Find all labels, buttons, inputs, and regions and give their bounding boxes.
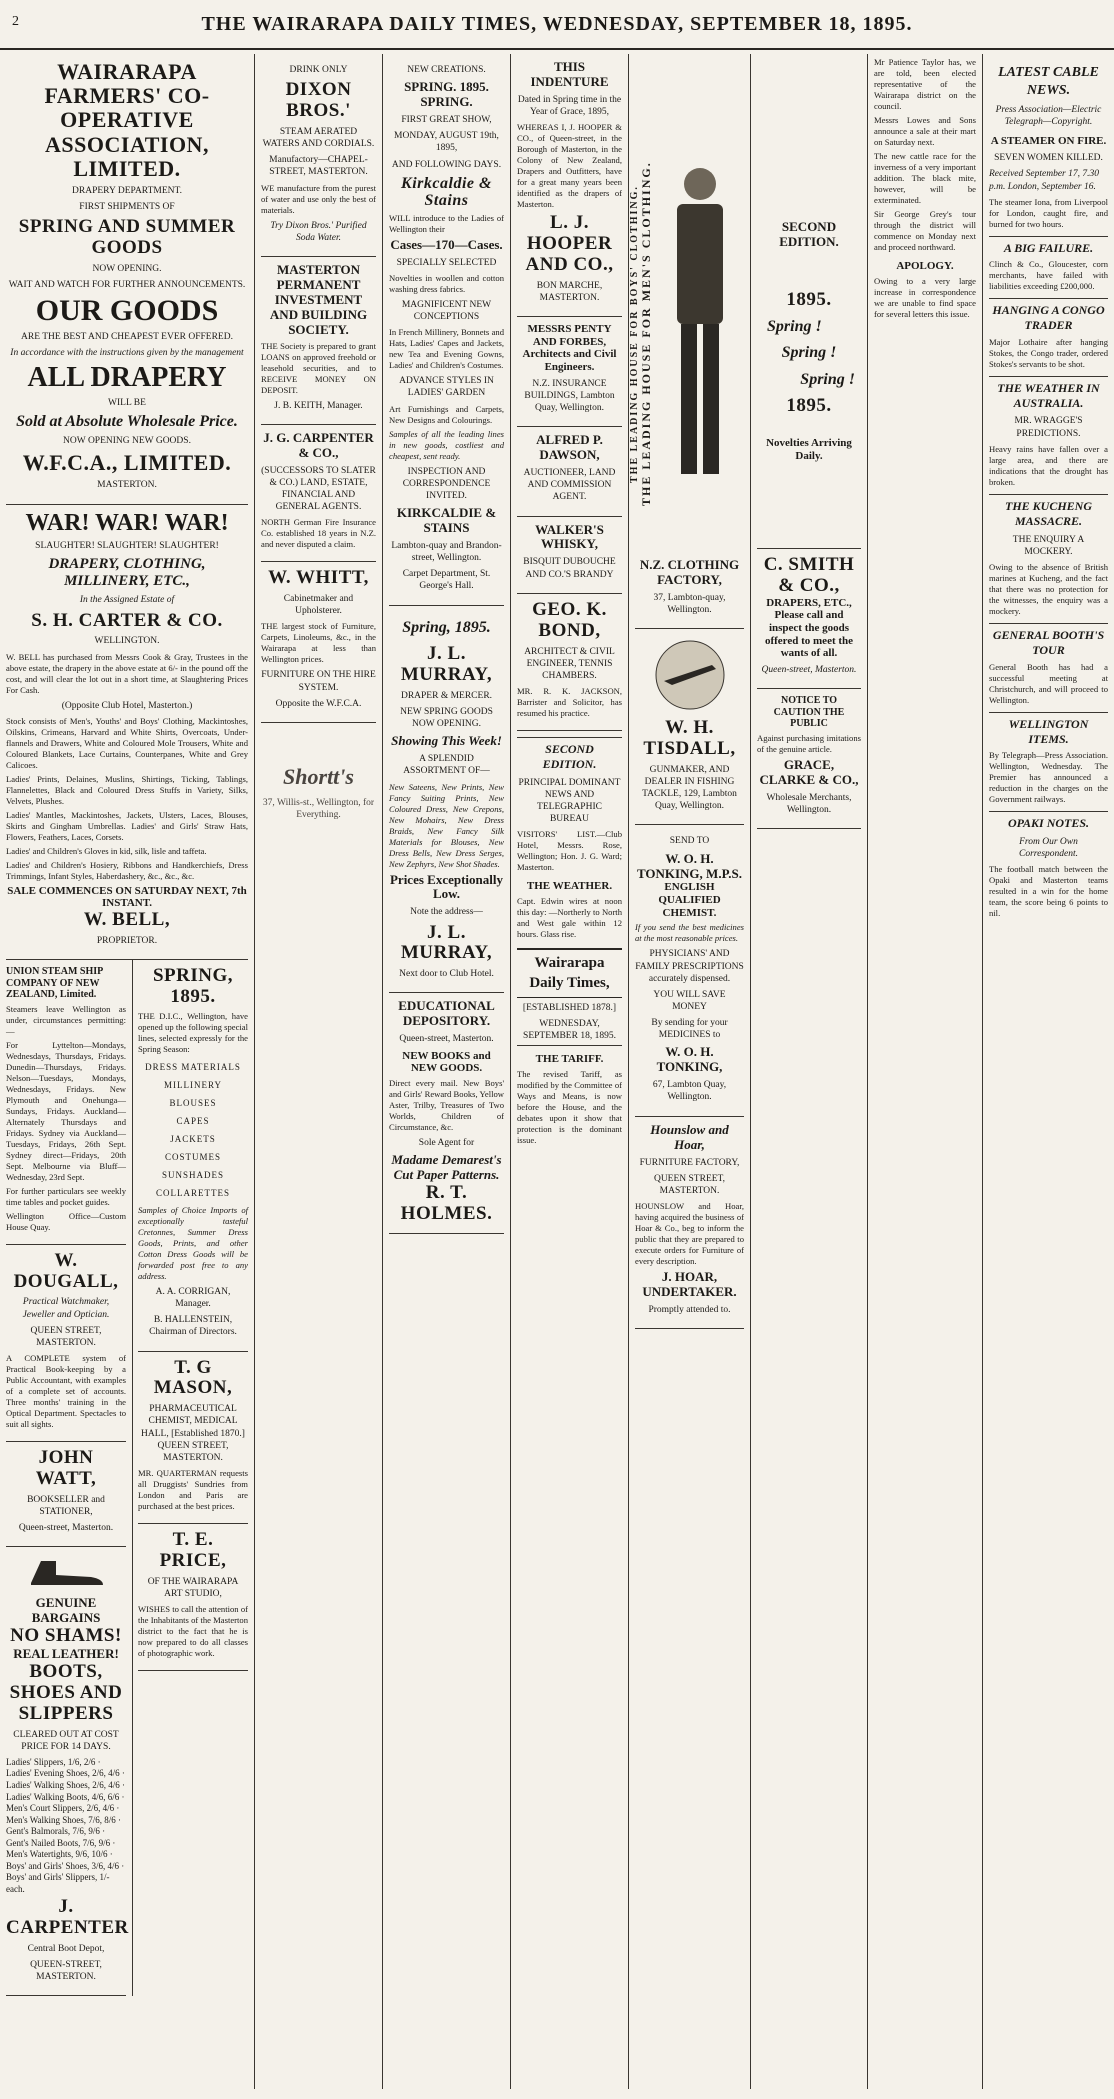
hoar-undertaker: J. HOAR, UNDERTAKER.: [642, 1268, 737, 1299]
hounslow-name: Hounslow and Hoar,: [650, 1121, 729, 1152]
failure-body: Clinch & Co., Gloucester, corn merchants, have failed with liabilities exceeding £200,000.: [989, 259, 1108, 292]
dougall-trade: Practical Watchmaker, Jeweller and Optician.: [22, 1297, 110, 1320]
col2-filler: [261, 763, 376, 821]
ladies-prints: Ladies' Prints, Delaines, Muslins, Shirtings, Ticking, Tablings, Flannelettes, Black and Coloured Dress Stuffs in Variety, Silks, Velvets, Plushes.: [6, 773, 248, 806]
wfca-limited: W.F.C.A., LIMITED.: [22, 450, 232, 476]
furnishings: Art Furnishings and Carpets, New Designs and Colourings.: [389, 403, 504, 425]
weather-heading: THE WEATHER.: [526, 880, 613, 893]
watt-trade: BOOKSELLER and STATIONER,: [27, 1494, 105, 1517]
steamer-body: The steamer Iona, from Liverpool for London, caught fire, and burned for two hours.: [989, 196, 1108, 229]
masthead-title: THE WAIRARAPA DAILY TIMES, WEDNESDAY, SEPTEMBER 18, 1895.: [201, 12, 913, 35]
daily-times-established: [ESTABLISHED 1878.]: [522, 1002, 617, 1013]
price-ad: [138, 1524, 248, 1671]
no-shams: NO SHAMS!: [10, 1625, 122, 1647]
col1-lower-right: [132, 960, 248, 1996]
cable-news-heading: LATEST CABLE NEWS.: [998, 65, 1099, 98]
carpenter-address: QUEEN-STREET, MASTERTON.: [30, 1960, 102, 1983]
boys-clothing-rotated: THE LEADING HOUSE FOR BOYS' CLOTHING.: [629, 185, 640, 483]
indenture-ad: [517, 54, 622, 317]
building-society-ad: [261, 257, 376, 425]
union-steamers: Steamers leave Wellington as under, circumstances permitting:—: [6, 1003, 126, 1036]
boot-illustration: [21, 1553, 111, 1593]
dawson-name: ALFRED P. DAWSON,: [536, 432, 603, 463]
millinery: In French Millinery, Bonnets and Hats, Ladies' Capes and Jackets, new Tea and Evening Gowns, Ladies' and Children's Costumes.: [389, 327, 504, 371]
mason-sub: PHARMACEUTICAL CHEMIST, MEDICAL HALL, [Established 1870.] QUEEN STREET, MASTERTON.: [141, 1404, 245, 1463]
gun-illustration: [650, 635, 730, 715]
dawson-ad: [517, 427, 622, 516]
masthead: [0, 0, 1114, 48]
murray-showing: Showing This Week!: [391, 733, 502, 749]
novelties: Novelties in woollen and cotton washing dress fabrics.: [389, 272, 504, 294]
cleared-out: CLEARED OUT AT COST PRICE FOR 14 DAYS.: [13, 1729, 119, 1752]
mockery-heading: THE ENQUIRY A MOCKERY.: [1012, 534, 1085, 557]
tisdall-ad: [635, 629, 744, 825]
caution-body: Against purchasing imitations of the genuine article.: [757, 732, 861, 754]
tonking-name: W. O. H. TONKING, M.P.S.: [636, 850, 743, 881]
telegrams-heading: PRINCIPAL DOMINANT NEWS AND TELEGRAPHIC BUREAU: [518, 777, 621, 825]
management-instructions: In accordance with the instructions given by the management: [10, 348, 244, 358]
shortt-address: 37, Willis-st., Wellington, for Everything.: [262, 798, 375, 821]
dixon-manufactory: Manufactory—CHAPEL-STREET, MASTERTON.: [269, 155, 368, 178]
murray-location: Next door to Club Hotel.: [399, 969, 494, 980]
spring-summer-goods: SPRING AND SUMMER GOODS: [18, 216, 236, 259]
genuine-bargains: GENUINE BARGAINS: [31, 1595, 101, 1626]
walkers-sub: BISQUIT DUBOUCHE AND CO.'S BRANDY: [523, 557, 616, 580]
dixon-body: WE manufacture from the purest of water and use only the best of materials.: [261, 182, 376, 215]
tonking-will-save: YOU WILL SAVE MONEY: [653, 989, 726, 1012]
murray-prices: Prices Exceptionally Low.: [389, 871, 503, 902]
weather-australia-heading: THE WEATHER IN AUSTRALIA.: [989, 376, 1108, 412]
kirkcaldie-name-2: KIRKCALDIE & STAINS: [396, 505, 497, 535]
caution-title: NOTICE TO CAUTION THE PUBLIC: [773, 695, 845, 730]
press-association: Press Association—Electric Telegraph—Copyright.: [995, 104, 1102, 127]
spring-text-a: Spring !: [767, 317, 822, 335]
dic-item: COLLARETTES: [156, 1187, 230, 1198]
stock-list: Stock consists of Men's, Youths' and Boys' Clothing, Mackintoshes, Oilskins, Crimeans, Harvard and White Shirts, Overcoats, Under-flannels and Drawers, White and Coloured Mole Trousers, White and Coloured Blankets, Lace Curtains, Counterpanes, White and Grey Calicoes.: [6, 715, 248, 770]
opaki-body: The football match between the Opaki and Masterton teams resulted in a win for the home team, the score being 6 points to nil.: [989, 863, 1108, 918]
dougall-address: QUEEN STREET, MASTERTON.: [30, 1325, 102, 1348]
all-drapery: ALL DRAPERY: [27, 362, 227, 394]
indenture-sub: Dated in Spring time in the Year of Grace, 1895,: [517, 94, 622, 118]
boots-shoes: BOOTS, SHOES AND SLIPPERS: [9, 1660, 123, 1724]
spring-text-c: Spring !: [800, 370, 855, 388]
column-5: [629, 54, 751, 2089]
wait-and-watch: WAIT AND WATCH FOR FURTHER ANNOUNCEMENTS.: [8, 280, 246, 291]
hooper-sub: BON MARCHE, MASTERTON.: [536, 280, 603, 304]
page-number: 2: [12, 14, 20, 29]
watt-name: JOHN WATT,: [35, 1447, 97, 1489]
carter-wellington: WELLINGTON.: [94, 636, 160, 647]
price-name: T. E. PRICE,: [159, 1529, 227, 1571]
apology-heading: APOLOGY.: [896, 260, 954, 272]
column-8: [983, 54, 1114, 2089]
tonking-name-2: W. O. H. TONKING,: [656, 1044, 723, 1075]
jackson-notice: MR. R. K. JACKSON, Barrister and Solicitor, has resumed his practice.: [517, 685, 622, 718]
bond-sub: ARCHITECT & CIVIL ENGINEER, TENNIS CHAMBERS.: [524, 646, 615, 681]
bell-proprietor: PROPRIETOR.: [96, 935, 158, 946]
clothing-factory-name: N.Z. CLOTHING FACTORY,: [639, 556, 740, 587]
society-title: MASTERTON PERMANENT INVESTMENT AND BUILDING SOCIETY.: [269, 261, 368, 337]
kirkcaldie-samples: Samples of all the leading lines in new goods, costliest and cheapest, sent ready.: [389, 428, 504, 461]
smith-year-2: 1895.: [786, 395, 832, 417]
wfca-masterton: MASTERTON.: [97, 480, 157, 491]
union-steam-title: UNION STEAM SHIP COMPANY OF NEW ZEALAND, Limited.: [6, 966, 103, 1001]
murray-splendid: A SPLENDID ASSORTMENT OF—: [403, 754, 490, 777]
advance-styles: ADVANCE STYLES IN LADIES' GARDEN: [399, 376, 494, 399]
dixon-name: DIXON BROS.': [285, 79, 352, 122]
dougall-name: W. DOUGALL,: [13, 1249, 119, 1292]
smith-street: Queen-street, Masterton.: [761, 664, 857, 675]
holmes-name: R. T. HOLMES.: [400, 1181, 493, 1224]
column-6: [751, 54, 868, 2089]
smith-drapers: DRAPERS, ETC.,: [766, 596, 852, 609]
whitt-ad: [261, 562, 376, 723]
carpenter-co-sub: (SUCCESSORS TO SLATER & CO.) LAND, ESTATE, FINANCIAL AND GENERAL AGENTS.: [261, 465, 376, 513]
following-days: AND FOLLOWING DAYS.: [391, 159, 502, 170]
murray-ad: [389, 606, 504, 994]
london-dateline: Received September 17, 7.30 p.m. London, September 16.: [989, 169, 1099, 192]
news-item: Sir George Grey's tour through the district will commence on Monday next and proceed northward.: [874, 209, 976, 252]
wellington-items-body: By Telegraph—Press Association. Wellington, Wednesday. The Premier has announced a reduction in the charges on the Government railways.: [989, 750, 1108, 805]
dic-item: COSTUMES: [164, 1151, 221, 1162]
sole-agent: Sole Agent for: [418, 1137, 475, 1148]
mason-body: MR. QUARTERMAN requests all Druggists' Sundries from London and Paris are purchased at the best prices.: [138, 1468, 248, 1512]
best-cheapest: ARE THE BEST AND CHEAPEST EVER OFFERED.: [21, 331, 233, 342]
price-body: WISHES to call the attention of the Inhabitants of the Masterton district to the fact that he is now prepared to do all classes of photographic work.: [138, 1604, 248, 1659]
news-item: Messrs Lowes and Sons announce a sale at their mart on Saturday next.: [874, 115, 976, 147]
dixon-product: STEAM AERATED WATERS AND CORDIALS.: [262, 126, 375, 150]
clothing-factory-ad: [629, 54, 744, 629]
watt-address: Queen-street, Masterton.: [18, 1523, 114, 1534]
kirkcaldie-name: Kirkcaldie & Stains: [401, 174, 492, 210]
tariff-body: The revised Tariff, as modified by the Committee of Ways and Means, is now before the House, and the debates upon it show that protection is the dominant issue.: [517, 1069, 622, 1146]
spring-text-b: Spring !: [781, 344, 837, 362]
second-edition-heading: SECOND EDITION.: [517, 737, 622, 773]
hounslow-ad: [635, 1117, 744, 1329]
novelties-arriving: Novelties Arriving Daily.: [766, 437, 852, 462]
column-1: [0, 54, 255, 2089]
murray-trade: DRAPER & MERCER.: [400, 690, 493, 701]
murray-spring: Spring, 1895.: [402, 618, 491, 636]
weather-body: Capt. Edwin wires at noon this day: —Northerly to North and West gale within 12 hours. Glass rise.: [517, 896, 622, 940]
inspection: INSPECTION AND CORRESPONDENCE INVITED.: [402, 466, 491, 501]
grace-sub: Wholesale Merchants, Wellington.: [766, 792, 852, 815]
drink-only: DRINK ONLY: [289, 65, 348, 75]
holmes-street: Queen-street, Masterton.: [399, 1034, 494, 1045]
booth-heading: GENERAL BOOTH'S TOUR: [989, 623, 1108, 659]
educational-depository: EDUCATIONAL DEPOSITORY.: [398, 998, 495, 1029]
apology-body: Owing to a very large increase in correspondence we are unable to find space for several letters this issue.: [874, 276, 976, 320]
steamer-fire-heading: A STEAMER ON FIRE.: [990, 135, 1107, 148]
daily-times-date: WEDNESDAY, SEPTEMBER 18, 1895.: [517, 1018, 622, 1046]
carter-name: S. H. CARTER & CO.: [31, 609, 223, 631]
new-books: NEW BOOKS and NEW GOODS.: [402, 1049, 491, 1075]
watt-ad: [6, 1442, 126, 1547]
smith-details: [757, 549, 861, 689]
dic-intro: THE D.I.C., Wellington, have opened up the following special lines, selected expressly for the Spring Season:: [138, 1010, 248, 1054]
tonking-save: If you send the best medicines at the most reasonable prices.: [635, 922, 744, 944]
central-boot: Central Boot Depot,: [27, 1943, 105, 1954]
bond-name: GEO. K. BOND,: [532, 598, 607, 641]
union-office: Wellington Office—Custom House Quay.: [6, 1210, 126, 1232]
drapery-department: DRAPERY DEPARTMENT.: [72, 185, 182, 196]
new-creations: NEW CREATIONS.: [407, 65, 486, 75]
wragge-body: Heavy rains have fallen over a large area, and there are indications that the drought has broken.: [989, 443, 1108, 487]
column-7: [868, 54, 983, 2089]
kirkcaldie-introduce: WILL introduce to the Ladies of Wellington their: [389, 212, 504, 234]
failure-heading: A BIG FAILURE.: [989, 236, 1108, 256]
specially-selected: SPECIALLY SELECTED: [396, 257, 497, 268]
price-sub: OF THE WAIRARAPA ART STUDIO,: [147, 1576, 239, 1600]
dic-item: SUNSHADES: [161, 1169, 224, 1180]
col1-lower: [6, 960, 248, 1996]
will-be: WILL BE: [108, 397, 146, 408]
grace-name: GRACE, CLARKE & CO.,: [759, 756, 859, 787]
carter-body: W. BELL has purchased from Messrs Cook & Gray, Trustees in the above estate, the drapery in the above estate at 6/- in the pound off the cost, and will clear the lot out in a short time, at Slaughtering Prices For Cash.: [6, 651, 248, 695]
col1-lower-left: [6, 960, 129, 1996]
english-chemist: ENGLISH QUALIFIED CHEMIST.: [658, 881, 721, 919]
opaki-heading: OPAKI NOTES.: [989, 811, 1108, 831]
kucheng-heading: THE KUCHENG MASSACRE.: [989, 494, 1108, 530]
boots-ad: [6, 1547, 129, 1996]
man-figure-illustration: [665, 154, 735, 494]
hounslow-street: QUEEN STREET, MASTERTON.: [653, 1173, 726, 1196]
dic-samples: Samples of Choice Imports of exceptionally tasteful Cretonnes, Summer Dress Goods, Prints, and other Cotton Dress Goods will be forwarded post free to any address.: [138, 1204, 248, 1281]
daily-times-masthead: Wairarapa Daily Times,: [517, 948, 622, 997]
society-manager: J. B. KEITH, Manager.: [274, 400, 363, 411]
holmes-ad: [389, 993, 504, 1233]
furniture-factory: FURNITURE FACTORY,: [639, 1157, 740, 1168]
congo-body: Major Lothaire after hanging Stokes, the Congo trader, ordered Stokes's servants to be shot.: [989, 336, 1108, 369]
caution-ad: [757, 689, 861, 829]
dic-chairman: B. HALLENSTEIN, Chairman of Directors.: [149, 1315, 237, 1338]
dic-item: MILLINERY: [164, 1079, 222, 1090]
send-to: SEND TO: [669, 836, 710, 847]
demarest-patterns: Madame Demarest's Cut Paper Patterns.: [391, 1151, 502, 1182]
mason-ad: [138, 1352, 248, 1525]
real-leather: REAL LEATHER!: [13, 1646, 119, 1662]
murray-new-goods: NEW SPRING GOODS NOW OPENING.: [400, 706, 493, 730]
now-opening: NOW OPENING.: [92, 264, 162, 275]
books-list: Direct every mail. New Boys' and Girls' Reward Books, Yellow Aster, Trilby, Treasures of Two Worlds, Children of Circumstance, &c.: [389, 1077, 504, 1132]
congo-heading: HANGING A CONGO TRADER: [989, 298, 1108, 334]
carpenter-co-notice: NORTH German Fire Insurance Co. established 18 years in N.Z. and never disputed a claim.: [261, 517, 376, 550]
visitors-list: VISITORS' LIST.—Club Hotel, Messrs. Rose, Wellington; Hon. J. G. Ward; Masterton.: [517, 829, 622, 873]
mason-name: T. G MASON,: [153, 1356, 233, 1399]
kirkcaldie-ad: [389, 54, 504, 606]
hosiery: Ladies' and Children's Hosiery, Ribbons and Handkerchiefs, Dress Trimmings, Infant Styles, Haberdashery, &c., &c., &c.: [6, 859, 248, 881]
bond-ad: [517, 594, 622, 731]
whitt-furniture: FURNITURE ON THE HIRE SYSTEM.: [261, 670, 376, 693]
murray-name: J. L. MURRAY,: [400, 643, 493, 685]
column-4: [511, 54, 629, 2089]
murray-note: Note the address—: [410, 907, 483, 918]
war-ad: [6, 505, 248, 961]
tonking-address: 67, Lambton Quay, Wellington.: [652, 1080, 727, 1103]
carpet-department: Carpet Department, St. George's Hall.: [402, 569, 491, 592]
dic-item: BLOUSES: [169, 1097, 217, 1108]
assigned-estate: In the Assigned Estate of: [79, 595, 175, 606]
whitt-body: THE largest stock of Furniture, Carpets, Linoleums, &c., in the Wairarapa at less than Wellington prices.: [261, 621, 376, 665]
farmers-title: WAIRARAPA FARMERS' CO-OPERATIVE ASSOCIATION, LIMITED.: [44, 59, 210, 181]
whitt-opposite: Opposite the W.F.C.A.: [275, 698, 362, 709]
union-further: For further particulars see weekly time tables and pocket guides.: [6, 1185, 126, 1207]
dougall-body: A COMPLETE system of Practical Book-keeping by a Public Accountant, with examples of a complete set of accounts. Three months' training in the Optical Department. Spectacles to suit all sights.: [6, 1353, 126, 1430]
cases-count: Cases—170—Cases.: [390, 236, 503, 252]
farmers-association-ad: [6, 54, 248, 505]
sold-wholesale: Sold at Absolute Wholesale Price.: [16, 412, 238, 430]
now-opening-new: NOW OPENING NEW GOODS.: [63, 436, 191, 447]
dic-item: DRESS MATERIALS: [145, 1061, 241, 1072]
mens-clothing-rotated: THE LEADING HOUSE FOR MEN'S CLOTHING.: [639, 161, 653, 507]
murray-list: New Sateens, New Prints, New Fancy Suiting Prints, New Coloured Dress, New Crepons, New Mohairs, New Dress Braids, New Fancy Silk Materials for Blouses, New Dress Bells, New Dress Serges, New Zephyrs, New Shot Shades.: [389, 781, 504, 869]
penty-address: N.Z. INSURANCE BUILDINGS, Lambton Quay, Wellington.: [524, 378, 615, 414]
clothing-factory-address: 37, Lambton-quay, Wellington.: [653, 592, 726, 615]
carpenter-name: J. CARPENTER: [6, 1896, 129, 1939]
whitt-trade: Cabinetmaker and Upholsterer.: [283, 594, 354, 617]
smith-name: C. SMITH & CO.,: [763, 554, 855, 596]
booth-body: General Booth has had a successful meeting at Christchurch, and will proceed to Wellington.: [989, 661, 1108, 705]
dic-list: [138, 1058, 248, 1202]
column-2: [255, 54, 383, 2089]
wragge-heading: MR. WRAGGE'S PREDICTIONS.: [1014, 416, 1083, 439]
indenture-title: THIS INDENTURE: [530, 59, 609, 89]
carpenter-co-ad: [261, 425, 376, 563]
indenture-body: WHEREAS I, J. HOOPER & CO., of Queen-street, in the Borough of Masterton, in the Colony of New Zealand, Drapers and Outfitters, have for a great many years been identified as the drapers of Masterton.: [517, 122, 622, 210]
kirkcaldie-address: Lambton-quay and Brandon-street, Wellington.: [391, 540, 502, 564]
society-body: THE Society is prepared to grant LOANS on approved freehold or leasehold securities, and to RECEIVE MONEY ON DEPOSIT.: [261, 340, 376, 395]
smith-year: 1895.: [786, 288, 832, 310]
dougall-ad: [6, 1245, 126, 1442]
murray-name-2: J. L. MURRAY,: [400, 921, 493, 964]
tonking-ad: [635, 825, 744, 1116]
hoar-promptly: Promptly attended to.: [648, 1304, 731, 1315]
opaki-from: From Our Own Correspondent.: [1018, 836, 1079, 859]
show-date: MONDAY, AUGUST 19th, 1895,: [394, 131, 499, 154]
walkers-name: WALKER'S WHISKY,: [535, 521, 604, 552]
dic-manager: A. A. CORRIGAN, Manager.: [155, 1286, 231, 1310]
first-show: FIRST GREAT SHOW,: [401, 115, 492, 126]
tisdall-name: W. H. TISDALL,: [643, 717, 736, 759]
tisdall-sub: GUNMAKER, AND DEALER IN FISHING TACKLE, 129, Lambton Quay, Wellington.: [642, 764, 737, 812]
penty-title: MESSRS PENTY AND FORBES, Architects and Civil Engineers.: [522, 323, 617, 374]
war-heading: WAR! WAR! WAR!: [25, 509, 229, 536]
dic-item: JACKETS: [170, 1133, 216, 1144]
spring-dic-ad: [138, 960, 248, 1351]
smith-second-edition: SECOND EDITION.: [779, 219, 839, 249]
smith-ad: [757, 54, 861, 549]
ladies-gloves: Ladies' and Children's Gloves in kid, silk, lisle and taffeta.: [6, 845, 207, 856]
smith-please-call: Please call and inspect the goods offered to meet the wants of all.: [764, 609, 854, 660]
mockery-body: Owing to the absence of British marines at Kucheng, and the fact that there was no protection for the witnesses, the enquiry was a mockery.: [989, 561, 1108, 616]
walkers-ad: [517, 517, 622, 594]
w-bell: W. BELL,: [83, 909, 171, 931]
cash-list: Ladies' Slippers, 1/6, 2/6 · Ladies' Evening Shoes, 2/6, 4/6 · Ladies' Walking Shoes, 2/6, 4/6 · Ladies' Walking Boots, 4/6, 6/6 · Men's Court Slippers, 2/6, 4/6 · Men's Walking Shoes, 7/6, 8/6 · Gent's Balmorals, 7/6, 9/6 · Gent's Nailed Boots, 7/6, 9/6 · Men's Watertights, 9/6, 10/6 · Boys' and Girls' Shoes, 3/6, 4/6 · Boys' and Girls' Slippers, 1/- each.: [6, 1756, 125, 1894]
carpenter-co-name: J. G. CARPENTER & CO.,: [263, 429, 374, 460]
spring-banner: SPRING. 1895. SPRING.: [404, 79, 489, 110]
union-sailings: For Lyttelton—Mondays, Wednesdays, Thursdays, Fridays. Dunedin—Thursdays, Fridays. Nelson—Tuesdays, Mondays, Wednesdays, Fridays. New Plymouth and Onehunga—Sundays, Fridays. Auckland—Alternately Thursdays and Fridays. Sydney via Auckland—Tuesdays, Fridays, 26th Sept. Sydney direct—Fridays, 20th Sept. Melbourne via Bluff—Wednesday, 23rd Sept.: [6, 1039, 126, 1182]
shortt-name: Shortt's: [283, 763, 354, 789]
magnificent: MAGNIFICENT NEW CONCEPTIONS: [401, 299, 492, 323]
tonking-physicians: PHYSICIANS' AND FAMILY PRESCRIPTIONS accurately dispensed.: [635, 949, 744, 984]
sale-commences: SALE COMMENCES ON SATURDAY NEXT, 7th INSTANT.: [7, 884, 247, 910]
union-steam-ad: [6, 960, 126, 1245]
tonking-ordering: By sending for your MEDICINES to: [651, 1018, 728, 1041]
tariff-heading: THE TARIFF.: [535, 1053, 604, 1066]
clothing-factory-footer: [635, 558, 744, 620]
slaughter-line: SLAUGHTER! SLAUGHTER! SLAUGHTER!: [35, 540, 219, 551]
penty-ad: [517, 317, 622, 427]
dic-spring-title: SPRING, 1895.: [152, 965, 234, 1008]
hooper-name: L. J. HOOPER AND CO.,: [525, 212, 614, 275]
wellington-items-heading: WELLINGTON ITEMS.: [989, 712, 1108, 748]
dixon-try: Try Dixon Bros.' Purified Soda Water.: [270, 220, 367, 243]
ladies-mantles: Ladies' Mantles, Mackintoshes, Jackets, Ulsters, Laces, Blouses, Skirts and Gingham Umbrellas. Ladies' and Girls' Straw Hats, Flowers, Feathers, Laces, Corsets.: [6, 809, 248, 842]
first-shipments: FIRST SHIPMENTS OF: [79, 202, 175, 213]
dawson-trade: AUCTIONEER, LAND AND COMMISSION AGENT.: [523, 468, 616, 503]
opposite-club-hotel: (Opposite Club Hotel, Masterton.): [61, 700, 193, 711]
masthead-rule: [0, 48, 1114, 50]
column-3: [383, 54, 511, 2089]
news-item: The new cattle race for the inverness of a very important addition. The black mite, however, will be exterminated.: [874, 151, 976, 205]
hounslow-body: HOUNSLOW and Hoar, having acquired the business of Hoar & Co., beg to inform the public that they are prepared to execute orders for Furniture of every description.: [635, 1200, 744, 1266]
news-item: Mr Patience Taylor has, we are told, been elected representative of the Wairarapa district on the council.: [874, 57, 976, 111]
drapery-clothing: DRAPERY, CLOTHING, MILLINERY, ETC.,: [48, 555, 206, 590]
whitt-name: W. WHITT,: [268, 567, 369, 589]
dic-item: CAPES: [176, 1115, 210, 1126]
seven-women: SEVEN WOMEN KILLED.: [994, 153, 1103, 164]
our-goods: OUR GOODS: [35, 294, 219, 328]
dixon-ad: [261, 54, 376, 257]
